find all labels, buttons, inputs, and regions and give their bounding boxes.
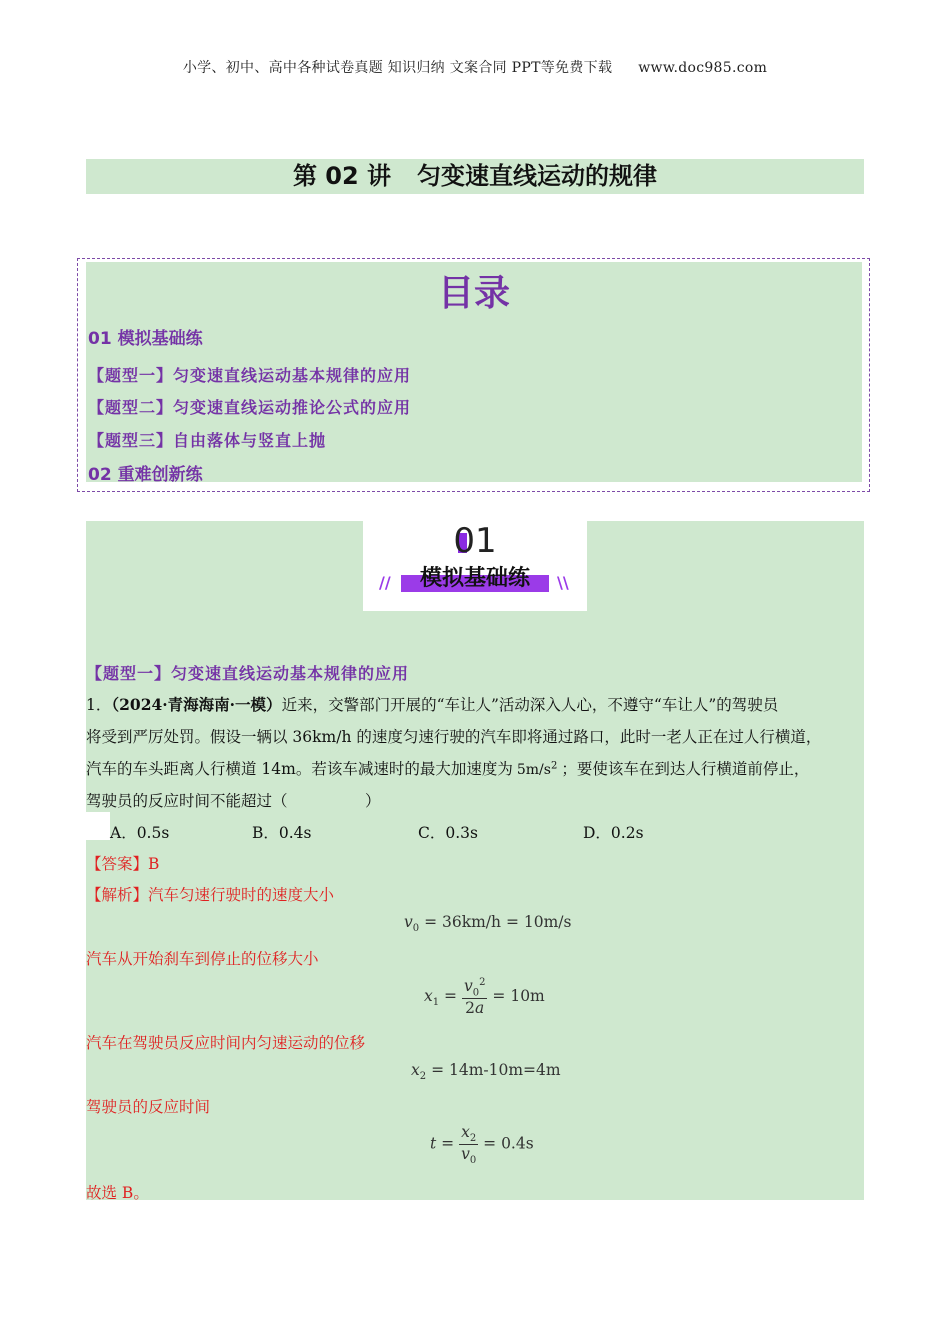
lecture-topic: 匀变速直线运动的规律: [417, 162, 658, 190]
formula-x1-fraction: $\frac{v_0^2}{2a}$: [463, 977, 486, 1018]
question-line-1: [86, 693, 778, 715]
banner-label: 模拟基础练: [419, 566, 530, 591]
header-tagline: 小学、初中、高中各种试卷真题 知识归纳 文案合同 PPT等免费下载: [182, 60, 613, 76]
analysis-step-4: 驾驶员的反应时间: [86, 1098, 211, 1116]
margin-marker: [86, 812, 110, 840]
acceleration-unit: 5m/s: [516, 762, 551, 778]
section-heading: 【题型一】匀变速直线运动基本规律的应用: [86, 664, 410, 683]
option-a[interactable]: A．0.5s: [110, 824, 170, 842]
question-text-1: 近来，交警部门开展的“车让人”活动深入人心，不遵守“车让人”的驾驶员: [281, 696, 779, 714]
question-line-5: 驾驶员的反应时间不能超过（ ）: [86, 792, 381, 810]
toc-item-section-01[interactable]: 01 模拟基础练: [88, 329, 203, 349]
analysis-conclusion: 故选 B。: [86, 1184, 149, 1202]
analysis-label: 【解析】: [86, 886, 149, 904]
acceleration-value: [517, 762, 557, 778]
option-c[interactable]: C．0.3s: [418, 824, 478, 842]
question-text-3: 汽车的车头距离人行横道 14m。若该车减速时的最大加速度为: [86, 760, 513, 778]
question-line-2: 将受到严厉处罚。假设一辆以 36km/h 的速度匀速行驶的汽车即将通过路口，此时一老人正在过人行横道，: [86, 728, 822, 746]
formula-x1-rhs: = 10m: [492, 987, 545, 1006]
lecture-number: 第 02 讲: [292, 162, 392, 190]
option-d[interactable]: D．0.2s: [583, 824, 644, 842]
toc-panel: [86, 262, 862, 485]
formula-t-fraction: $\frac{x_2}{v_0}$: [461, 1123, 477, 1167]
toc-item-type-1[interactable]: 【题型一】匀变速直线运动基本规律的应用: [88, 366, 412, 385]
banner-slash-right-icon: \\: [557, 573, 569, 592]
page-header: [0, 57, 950, 77]
question-source: （2024·青海海南·一模）: [111, 695, 282, 714]
question-line-3: [86, 757, 809, 779]
toc-item-section-02[interactable]: 02 重难创新练: [88, 465, 203, 485]
formula-v0-rhs: = 36km/h = 10m/s: [424, 913, 572, 931]
question-number: 1．: [86, 696, 112, 714]
formula-t: t = $\frac{x_2}{v_0}$ = 0.4s: [430, 1123, 534, 1167]
toc-heading: 目录: [437, 273, 510, 314]
analysis-step-2: 汽车从开始刹车到停止的位移大小: [86, 950, 319, 968]
analysis-line-1: [86, 883, 334, 905]
answer-label: 【答案】B: [86, 855, 160, 873]
banner-number: 01: [453, 521, 497, 561]
acceleration-exponent: 2: [550, 760, 558, 772]
formula-t-rhs: = 0.4s: [483, 1134, 534, 1153]
formula-x1: $x_1$ = $\frac{v_0^2}{2a}$ = 10m: [424, 977, 545, 1018]
question-text-4: ；要使该车在到达人行横道前停止，: [561, 760, 810, 778]
analysis-step-3: 汽车在驾驶员反应时间内匀速运动的位移: [86, 1034, 366, 1052]
formula-x2-rhs: = 14m-10m=4m: [431, 1061, 561, 1079]
banner-slash-left-icon: //: [379, 573, 391, 592]
section-banner: [363, 521, 587, 611]
option-b[interactable]: B．0.4s: [252, 824, 312, 842]
page-title: [86, 159, 864, 194]
formula-v0: $v_0 = 36km/h = 10m/s$: [404, 913, 572, 935]
table-of-contents: [77, 258, 870, 492]
header-site[interactable]: www.doc985.com: [638, 60, 768, 76]
toc-item-type-2[interactable]: 【题型二】匀变速直线运动推论公式的应用: [88, 398, 412, 417]
toc-item-type-3[interactable]: 【题型三】自由落体与竖直上抛: [88, 431, 327, 450]
analysis-step-1: 汽车匀速行驶时的速度大小: [148, 886, 335, 904]
content-area: [86, 521, 864, 1200]
formula-x2: $x_2 = 14m-10m=4m$: [411, 1061, 561, 1083]
